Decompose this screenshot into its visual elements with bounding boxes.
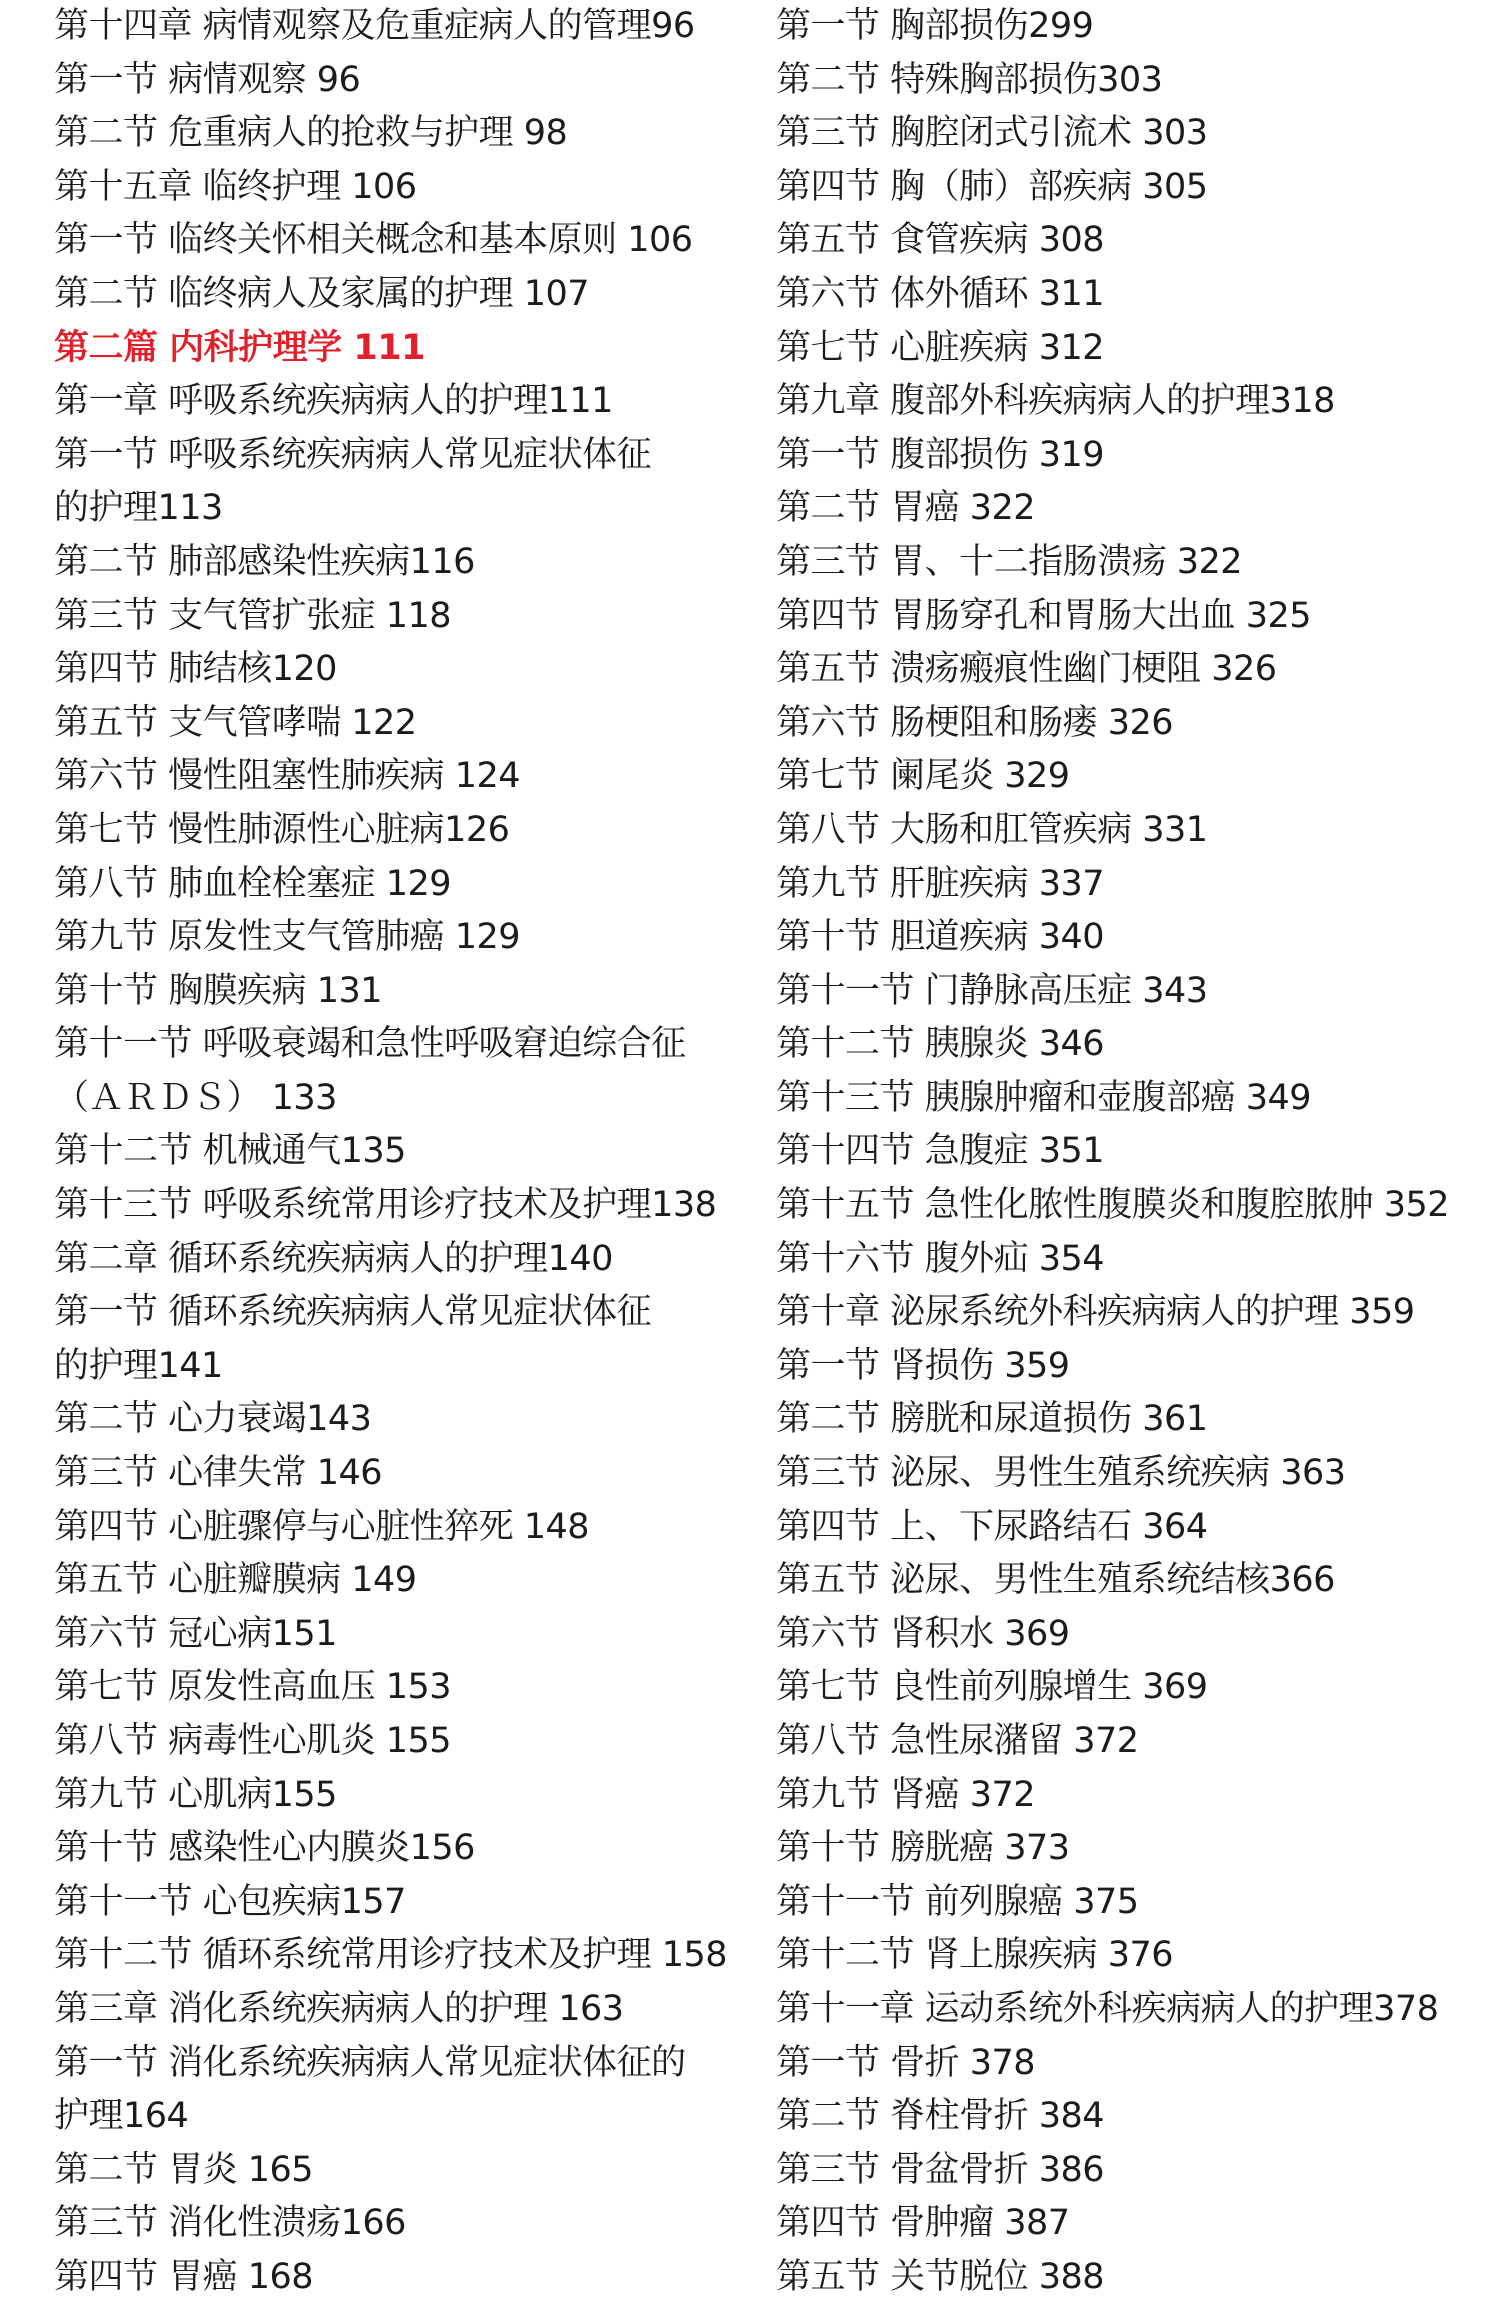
toc-entry: 第一节 肾损伤 359 <box>776 1345 1070 1386</box>
toc-entry: 第一节 腹部损伤 319 <box>776 434 1105 475</box>
toc-entry: 第十一节 门静脉高压症 343 <box>776 970 1208 1011</box>
toc-entry: 第四节 胸（肺）部疾病 305 <box>776 166 1208 207</box>
toc-entry: 第七节 心脏疾病 312 <box>776 327 1105 368</box>
toc-entry: 第二节 膀胱和尿道损伤 361 <box>776 1399 1208 1440</box>
toc-entry: 第九节 原发性支气管肺癌 129 <box>54 917 521 958</box>
toc-entry: 第十二节 胰腺炎 346 <box>776 1024 1105 1065</box>
toc-entry: 第一节 消化系统疾病病人常见症状体征的 <box>54 2042 686 2083</box>
toc-entry: 第十二节 肾上腺疾病 376 <box>776 1935 1174 1976</box>
toc-entry: 第四节 上、下尿路结石 364 <box>776 1506 1208 1547</box>
toc-part-heading: 第二篇 内科护理学 111 <box>54 327 425 368</box>
toc-entry: 第十一章 运动系统外科疾病病人的护理378 <box>776 1988 1439 2029</box>
toc-entry: 第二章 循环系统疾病病人的护理140 <box>54 1238 613 1279</box>
toc-entry: 第八节 大肠和肛管疾病 331 <box>776 809 1208 850</box>
toc-entry: 第一节 呼吸系统疾病病人常见症状体征 <box>54 434 652 475</box>
toc-entry: 第十章 泌尿系统外科疾病病人的护理 359 <box>776 1292 1415 1333</box>
toc-entry: 第二节 特殊胸部损伤303 <box>776 59 1163 100</box>
toc-entry: 第十二节 循环系统常用诊疗技术及护理 158 <box>54 1935 728 1976</box>
toc-entry: 第二节 肺部感染性疾病116 <box>54 541 475 582</box>
toc-entry: 第十四章 病情观察及危重症病人的管理96 <box>54 6 695 46</box>
toc-entry: 第四节 胃癌 168 <box>54 2256 314 2297</box>
toc-entry: 第七节 良性前列腺增生 369 <box>776 1667 1208 1708</box>
toc-entry: 第二节 胃炎 165 <box>54 2149 314 2190</box>
toc-entry: 第六节 冠心病151 <box>54 1613 337 1654</box>
toc-entry: 第二节 胃癌 322 <box>776 488 1036 529</box>
toc-entry: 第三节 骨盆骨折 386 <box>776 2149 1105 2190</box>
toc-entry: 第五节 支气管哮喘 122 <box>54 702 417 743</box>
toc-entry: 第九节 肾癌 372 <box>776 1774 1036 1815</box>
toc-entry: 第六节 肠梗阻和肠瘘 326 <box>776 702 1174 743</box>
toc-entry: 第七节 慢性肺源性心脏病126 <box>54 809 510 850</box>
toc-entry: 第八节 病毒性心肌炎 155 <box>54 1721 452 1761</box>
toc-entry: 第十四节 急腹症 351 <box>776 1131 1105 1172</box>
toc-entry: 的护理113 <box>54 488 223 529</box>
toc-entry: 第十节 感染性心内膜炎156 <box>54 1828 475 1869</box>
toc-entry: 第四节 骨肿瘤 387 <box>776 2203 1070 2244</box>
toc-entry: 第一节 病情观察 96 <box>54 59 361 100</box>
toc-entry: 第十六节 腹外疝 354 <box>776 1238 1105 1279</box>
toc-entry: 第七节 阑尾炎 329 <box>776 756 1070 797</box>
toc-entry: 第八节 急性尿潴留 372 <box>776 1721 1139 1761</box>
toc-entry: 第三节 心律失常 146 <box>54 1453 383 1494</box>
toc-entry: 第四节 胃肠穿孔和胃肠大出血 325 <box>776 595 1312 636</box>
toc-entry: 第九节 心肌病155 <box>54 1774 337 1815</box>
toc-entry: 第二节 临终病人及家属的护理 107 <box>54 273 590 314</box>
toc-entry: 第十五节 急性化脓性腹膜炎和腹腔脓肿 352 <box>776 1185 1450 1226</box>
toc-entry: 第三节 消化性溃疡166 <box>54 2203 406 2244</box>
toc-entry: 第六节 体外循环 311 <box>776 273 1105 314</box>
toc-entry: 第十节 胆道疾病 340 <box>776 917 1105 958</box>
toc-entry: 第十一节 心包疾病157 <box>54 1881 406 1922</box>
toc-entry: 第十二节 机械通气135 <box>54 1131 406 1172</box>
toc-entry: 第二节 心力衰竭143 <box>54 1399 372 1440</box>
toc-entry: 第三节 胸腔闭式引流术 303 <box>776 113 1208 154</box>
toc-entry: 第三节 泌尿、男性生殖系统疾病 363 <box>776 1453 1346 1494</box>
toc-entry: 第五节 关节脱位 388 <box>776 2256 1105 2297</box>
toc-entry: 第七节 原发性高血压 153 <box>54 1667 452 1708</box>
toc-entry: 护理164 <box>54 2096 189 2137</box>
toc-entry: 第十节 胸膜疾病 131 <box>54 970 383 1011</box>
toc-entry: 第五节 溃疡瘢痕性幽门梗阻 326 <box>776 649 1277 690</box>
toc-entry: （ＡＲＤＳ） 133 <box>54 1077 337 1118</box>
toc-entry: 第一章 呼吸系统疾病病人的护理111 <box>54 381 613 422</box>
toc-entry: 第五节 食管疾病 308 <box>776 220 1105 261</box>
toc-column-right <box>776 0 1476 2305</box>
toc-entry: 第十节 膀胱癌 373 <box>776 1828 1070 1869</box>
toc-entry: 第二节 脊柱骨折 384 <box>776 2096 1105 2137</box>
toc-entry: 第十三节 胰腺肿瘤和壶腹部癌 349 <box>776 1077 1312 1118</box>
toc-entry: 第八节 肺血栓栓塞症 129 <box>54 863 452 904</box>
toc-entry: 的护理141 <box>54 1345 223 1386</box>
toc-entry: 第四节 肺结核120 <box>54 649 337 690</box>
toc-entry: 第十五章 临终护理 106 <box>54 166 417 207</box>
toc-entry: 第一节 骨折 378 <box>776 2042 1036 2083</box>
toc-entry: 第三节 胃、十二指肠溃疡 322 <box>776 541 1243 582</box>
toc-entry: 第五节 心脏瓣膜病 149 <box>54 1560 417 1601</box>
toc-entry: 第十一节 前列腺癌 375 <box>776 1881 1139 1922</box>
toc-entry: 第三节 支气管扩张症 118 <box>54 595 452 636</box>
toc-entry: 第三章 消化系统疾病病人的护理 163 <box>54 1988 624 2029</box>
toc-entry: 第九节 肝脏疾病 337 <box>776 863 1105 904</box>
toc-entry: 第一节 临终关怀相关概念和基本原则 106 <box>54 220 693 261</box>
toc-entry: 第一节 循环系统疾病病人常见症状体征 <box>54 1292 652 1333</box>
toc-column-left <box>54 0 734 2305</box>
toc-entry: 第六节 肾积水 369 <box>776 1613 1070 1654</box>
toc-entry: 第六节 慢性阻塞性肺疾病 124 <box>54 756 521 797</box>
toc-entry: 第一节 胸部损伤299 <box>776 6 1094 46</box>
toc-entry: 第四节 心脏骤停与心脏性猝死 148 <box>54 1506 590 1547</box>
toc-entry: 第九章 腹部外科疾病病人的护理318 <box>776 381 1335 422</box>
toc-entry: 第十一节 呼吸衰竭和急性呼吸窘迫综合征 <box>54 1024 686 1065</box>
toc-entry: 第五节 泌尿、男性生殖系统结核366 <box>776 1560 1335 1601</box>
toc-entry: 第十三节 呼吸系统常用诊疗技术及护理138 <box>54 1185 717 1226</box>
toc-entry: 第二节 危重病人的抢救与护理 98 <box>54 113 568 154</box>
